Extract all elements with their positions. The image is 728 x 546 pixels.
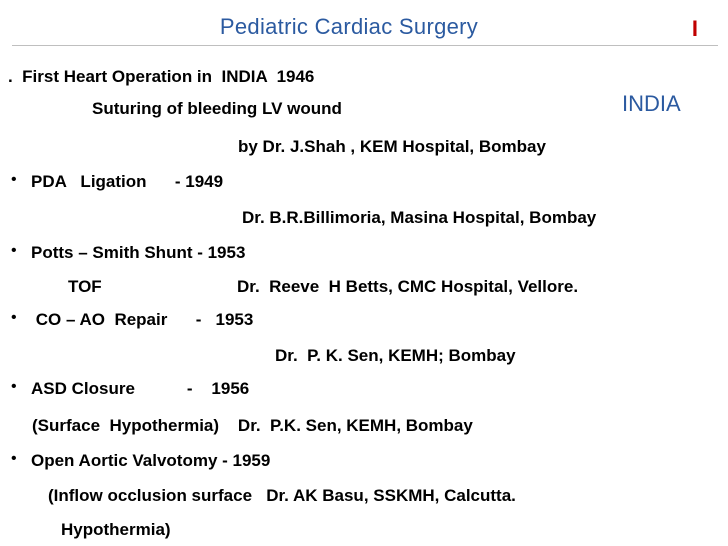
bullet-5: • — [11, 450, 17, 467]
text-line-7b: Dr. Reeve H Betts, CMC Hospital, Vellore. — [237, 277, 579, 296]
text-line-1: . First Heart Operation in INDIA 1946 — [8, 67, 315, 86]
text-line-13: (Inflow occlusion surface Dr. AK Basu, SSKMH, Calcutta. — [48, 486, 516, 505]
text-line-14: Hypothermia) — [61, 520, 171, 539]
text-line-10: ASD Closure - 1956 — [31, 379, 250, 398]
bullet-3: • — [11, 309, 17, 326]
corner-mark: I — [691, 16, 698, 41]
text-line-11: (Surface Hypothermia) Dr. P.K. Sen, KEMH, Bombay — [32, 416, 473, 435]
text-line-9: Dr. P. K. Sen, KEMH; Bombay — [275, 346, 516, 365]
bullet-1: • — [11, 171, 17, 188]
slide-title — [0, 14, 728, 40]
text-line-12: Open Aortic Valvotomy - 1959 — [31, 451, 271, 470]
text-line-6: Potts – Smith Shunt - 1953 — [31, 243, 246, 262]
text-line-3: by Dr. J.Shah , KEM Hospital, Bombay — [238, 137, 546, 156]
title-divider — [12, 45, 718, 46]
text-line-8: CO – AO Repair - 1953 — [31, 310, 254, 329]
bullet-2: • — [11, 242, 17, 259]
text-line-4: PDA Ligation - 1949 — [31, 172, 224, 191]
bullet-4: • — [11, 378, 17, 395]
country-label: INDIA — [622, 91, 681, 116]
text-line-7: TOF — [68, 277, 102, 296]
text-line-2: Suturing of bleeding LV wound — [92, 99, 342, 118]
text-line-5: Dr. B.R.Billimoria, Masina Hospital, Bombay — [242, 208, 597, 227]
title-text: Pediatric Cardiac Surgery — [219, 14, 479, 39]
